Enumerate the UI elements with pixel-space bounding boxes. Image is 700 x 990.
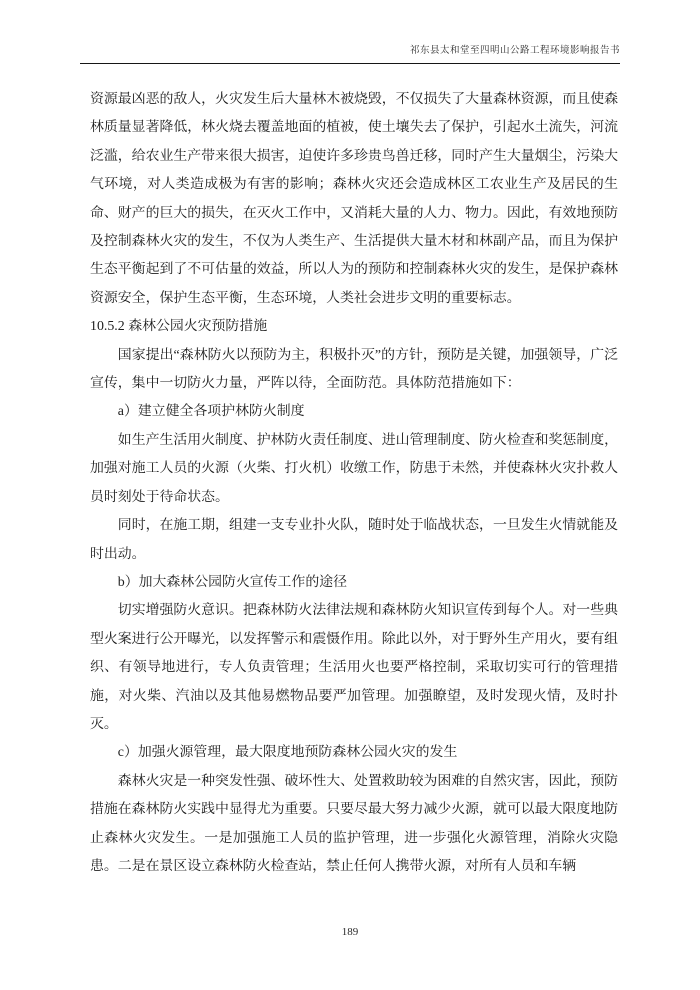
body-paragraph: 如生产生活用火制度、护林防火责任制度、进山管理制度、防火检查和奖惩制度，加强对施工人员的火源（火柴、打火机）收缴工作，防患于未然，并使森林火灾扑救人员时刻处于待命状态。 <box>90 432 618 505</box>
list-item-b: b）加大森林公园防火宣传工作的途径 <box>117 574 347 590</box>
header-rule <box>80 63 620 64</box>
body-paragraph: 切实增强防火意识。把森林防火法律法规和森林防火知识宣传到每个人。对一些典型火案进行公开曝光，以发挥警示和震慑作用。除此以外，对于野外生产用火，要有组织、有领导地进行，专人负责管理；生活用火也要严格控制，采取切实可行的管理措施，对火柴、汽油以及其他易燃物品要严加管理。加强瞭望，及时发现火情，及时扑灭。 <box>90 603 618 732</box>
body-paragraph: 国家提出“森林防火以预防为主，积极扑灭”的方针，预防是关键，加强领导，广泛宣传，集中一切防火力量，严阵以待，全面防范。具体防范措施如下： <box>90 347 618 392</box>
page-header <box>80 42 620 61</box>
section-heading-10-5-2: 10.5.2 森林公园火灾预防措施 <box>90 319 268 335</box>
page-number: 189 <box>341 926 359 938</box>
list-item-a: a）建立健全各项护林防火制度 <box>117 404 305 420</box>
page-footer <box>0 926 700 938</box>
document-body <box>90 86 618 881</box>
list-item-c: c）加强火源管理，最大限度地预防森林公园火灾的发生 <box>117 745 458 761</box>
body-paragraph: 森林火灾是一种突发性强、破坏性大、处置救助较为困难的自然灾害，因此，预防措施在森林防火实践中显得尤为重要。只要尽最大努力减少火源，就可以最大限度地防止森林火灾发生。一是加强施工人员的监护管理，进一步强化火源管理，消除火灾隐患。二是在景区设立森林防火检查站，禁止任何人携带火源，对所有人员和车辆 <box>90 773 618 874</box>
body-paragraph-continued: 资源最凶恶的敌人，火灾发生后大量林木被烧毁，不仅损失了大量森林资源，而且使森林质量显著降低，林火烧去覆盖地面的植被，使土壤失去了保护，引起水土流失，河流泛滥，给农业生产带来很大损害，迫使许多珍贵鸟兽迁移，同时产生大量烟尘，污染大气环境，对人类造成极为有害的影响；森林火灾还会造成林区工农业生产及居民的生命、财产的巨大的损失，在灭火工作中，又消耗大量的人力、物力。因此，有效地预防及控制森林火灾的发生，不仅为人类生产、生活提供大量木材和林副产品，而且为保护生态平衡起到了不可估量的效益，所以人为的预防和控制森林火灾的发生，是保护森林资源安全，保护生态平衡，生态环境，人类社会进步文明的重要标志。 <box>90 92 618 306</box>
body-paragraph: 同时，在施工期，组建一支专业扑火队，随时处于临战状态，一旦发生火情就能及时出动。 <box>90 518 618 562</box>
report-title: 祁东县太和堂至四明山公路工程环境影响报告书 <box>409 46 620 56</box>
